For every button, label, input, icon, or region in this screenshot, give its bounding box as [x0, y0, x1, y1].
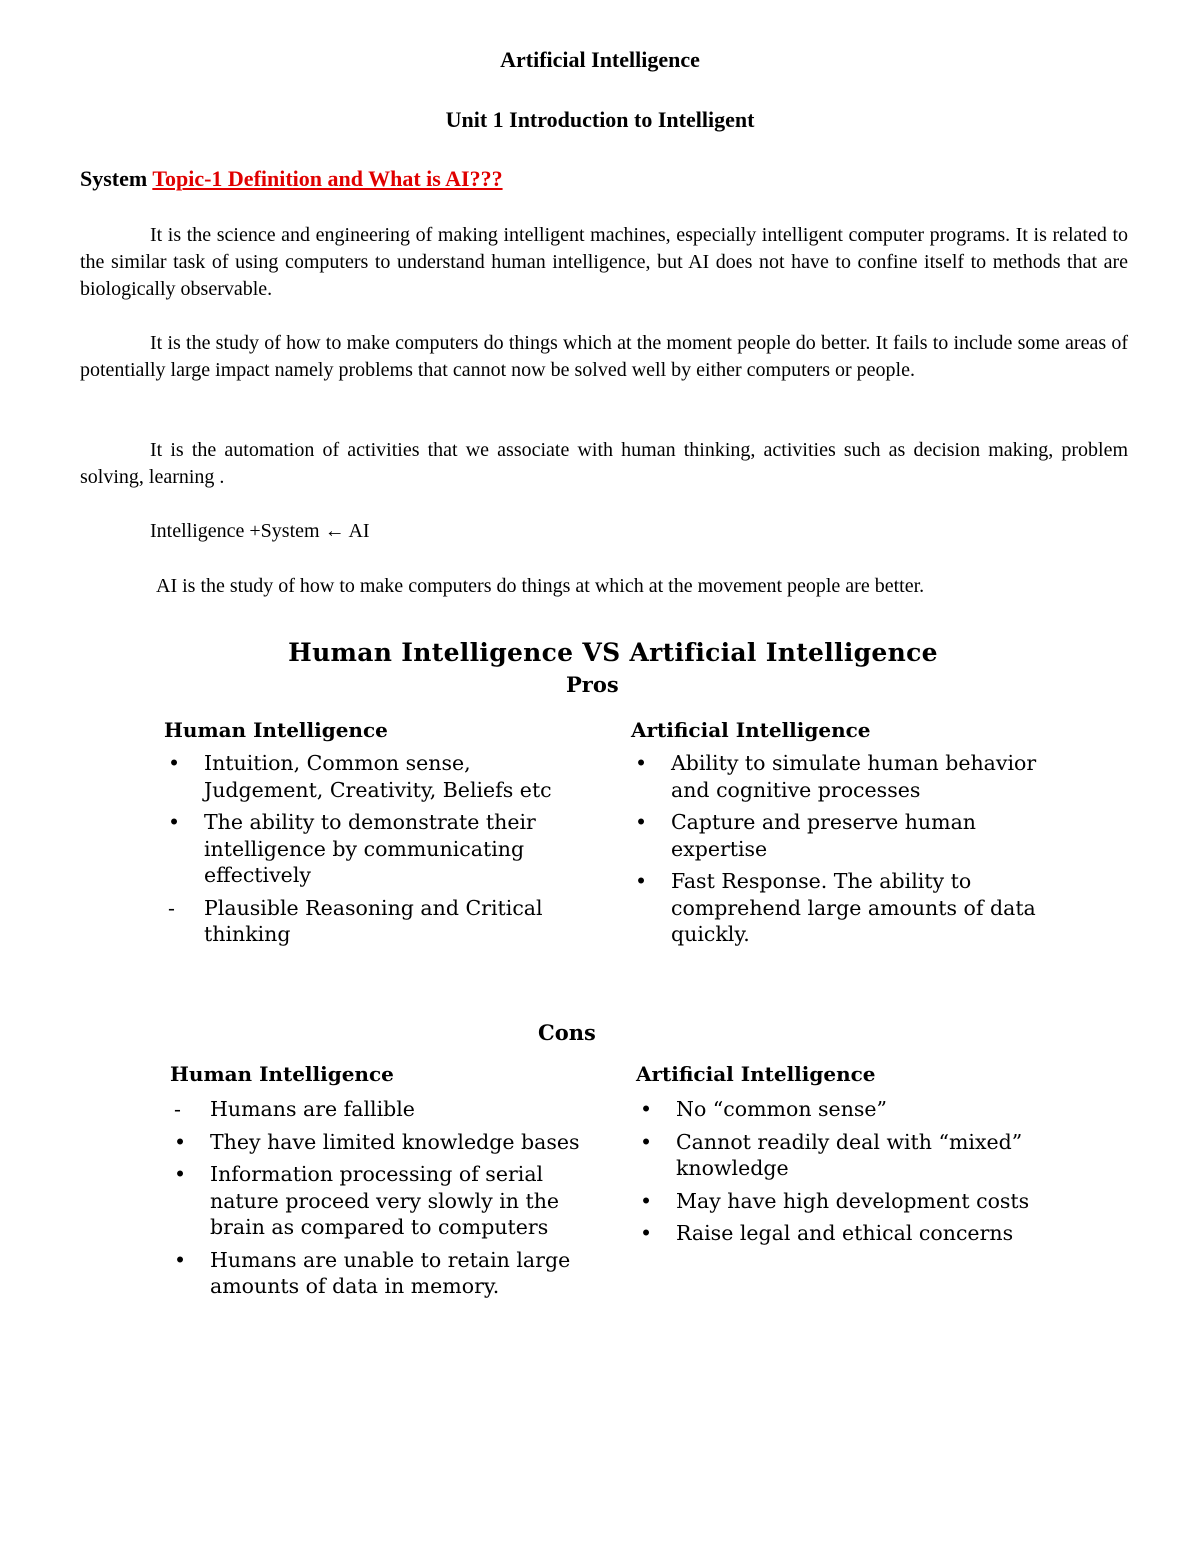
list-item: • The ability to demonstrate their intelligence by communicating effectively [168, 810, 536, 887]
topic-line [80, 166, 503, 192]
cons-human-heading: Human Intelligence [170, 1062, 394, 1086]
pros-human-heading: Human Intelligence [164, 718, 388, 742]
list-item: • Cannot readily deal with “mixed” knowledge [640, 1129, 1023, 1180]
pros-human-list [164, 750, 584, 954]
pros-ai-heading: Artificial Intelligence [631, 718, 871, 742]
list-item: • They have limited knowledge bases [174, 1129, 580, 1154]
list-item: - Humans are fallible [174, 1097, 415, 1121]
formula-line: Intelligence +System ← AI [150, 520, 370, 542]
list-item: • Capture and preserve human expertise [635, 810, 976, 861]
list-item: • May have high development costs [640, 1188, 1030, 1213]
list-item: • Intuition, Common sense, Judgement, Creativity, Beliefs etc [168, 751, 552, 802]
unit-heading: Unit 1 Introduction to Intelligent [445, 107, 755, 132]
cons-label: Cons [538, 1020, 596, 1045]
list-item: • Fast Response. The ability to comprehend large amounts of data quickly. [635, 869, 1036, 946]
paragraph-3: It is the automation of activities that we associate with human thinking, activities such as decision making, problem solving, learning . [80, 439, 1128, 488]
list-item: • Raise legal and ethical concerns [640, 1221, 1014, 1245]
cons-human-list [170, 1096, 600, 1306]
list-item: • No “common sense” [640, 1097, 888, 1121]
list-item: - Plausible Reasoning and Critical thinking [168, 895, 543, 946]
paragraph-2: It is the study of how to make computers do things which at the moment people do better. It fails to include some areas of potentially large impact namely problems that cannot now be solved well by either computers or people. [80, 332, 1128, 381]
system-word: System [80, 166, 148, 191]
summary-line: AI is the study of how to make computers do things at which at the movement people are better. [156, 575, 925, 597]
cons-ai-heading: Artificial Intelligence [636, 1062, 876, 1086]
comparison-title: Human Intelligence VS Artificial Intelligence [288, 638, 938, 667]
pros-label: Pros [566, 672, 619, 697]
list-item: • Humans are unable to retain large amounts of data in memory. [174, 1247, 571, 1298]
pros-ai-list [631, 750, 1071, 954]
cons-ai-list [636, 1096, 1076, 1253]
list-item: • Ability to simulate human behavior and cognitive processes [635, 751, 1037, 802]
document-title: Artificial Intelligence [500, 47, 700, 72]
topic-heading: Topic-1 Definition and What is AI??? [152, 166, 503, 191]
paragraph-1: It is the science and engineering of making intelligent machines, especially intelligent computer programs. It is related to the similar task of using computers to understand human intelligence, but AI does not have to confine itself to methods that are biologically observable. [80, 224, 1128, 300]
list-item: • Information processing of serial nature proceed very slowly in the brain as compared to computers [174, 1162, 560, 1239]
